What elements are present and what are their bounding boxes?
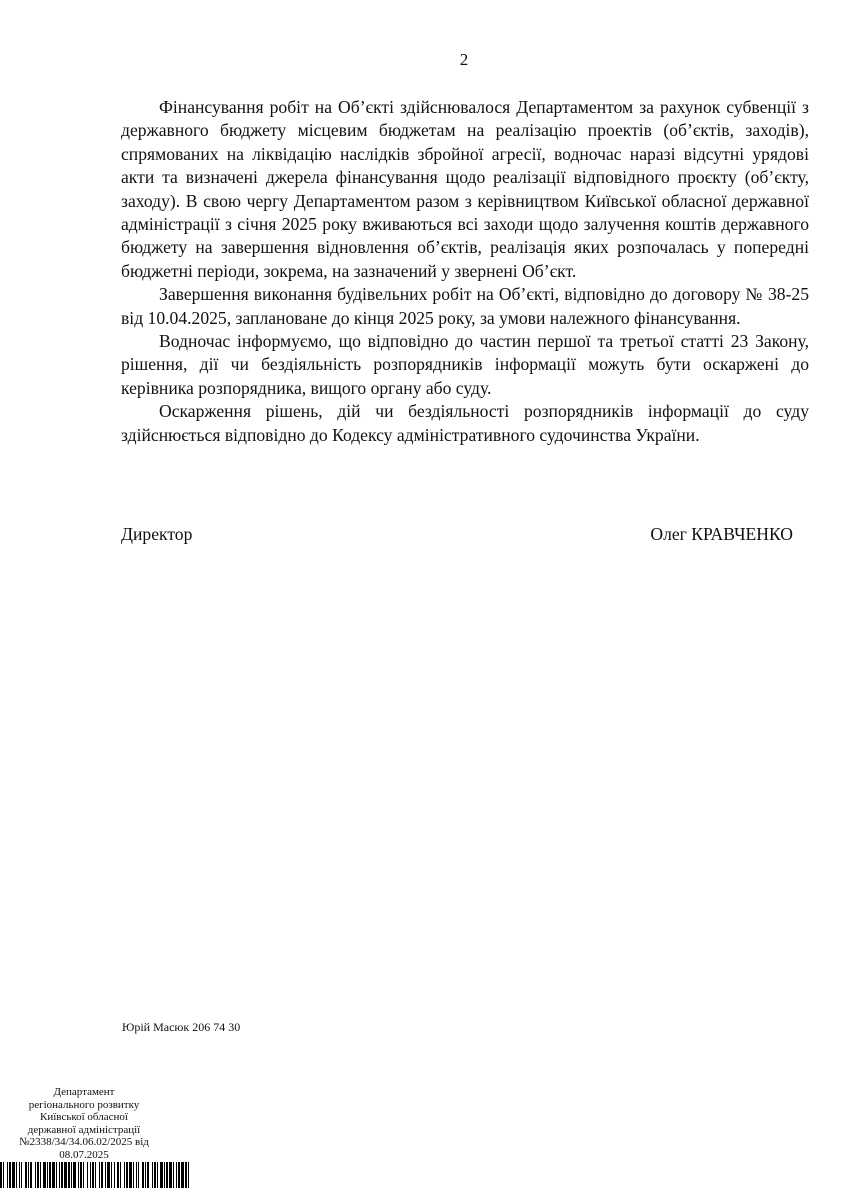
barcode-bar bbox=[160, 1162, 163, 1188]
stamp-line: регіонального розвитку bbox=[28, 1098, 140, 1111]
barcode-bar bbox=[95, 1162, 96, 1188]
barcode-bar bbox=[71, 1162, 72, 1188]
barcode-bar bbox=[101, 1162, 103, 1188]
barcode-bar bbox=[126, 1162, 128, 1188]
barcode-bar bbox=[133, 1162, 134, 1188]
barcode-bar bbox=[152, 1162, 153, 1188]
barcode-bar bbox=[136, 1162, 137, 1188]
barcode bbox=[0, 1162, 190, 1188]
barcode-bar bbox=[0, 1162, 2, 1188]
barcode-bar bbox=[120, 1162, 121, 1188]
barcode-bar bbox=[111, 1162, 112, 1188]
barcode-bar bbox=[157, 1162, 158, 1188]
stamp-line: Департамент bbox=[53, 1086, 115, 1098]
barcode-bar bbox=[52, 1162, 55, 1188]
barcode-bar bbox=[19, 1162, 20, 1188]
barcode-bar bbox=[25, 1162, 27, 1188]
barcode-bar bbox=[9, 1162, 11, 1188]
barcode-bar bbox=[68, 1162, 70, 1188]
barcode-bar bbox=[147, 1162, 149, 1188]
barcode-bar bbox=[49, 1162, 51, 1188]
stamp-line: Київської обласної bbox=[40, 1111, 128, 1123]
barcode-bar bbox=[154, 1162, 156, 1188]
barcode-bar bbox=[80, 1162, 82, 1188]
executor-contact: Юрій Масюк 206 74 30 bbox=[122, 1020, 241, 1034]
barcode-bar bbox=[37, 1162, 39, 1188]
barcode-bar bbox=[164, 1162, 165, 1188]
barcode-bar bbox=[178, 1162, 180, 1188]
paragraph-completion: Завершення виконання будівельних робіт на Об’єкті, відповідно до договору № 38-25 від 10.04.2025, заплановане до кінця 2025 року, за умови належного фінансування. bbox=[121, 284, 809, 328]
stamp-line: №2338/34/34.06.02/2025 від bbox=[19, 1136, 149, 1148]
barcode-bar bbox=[64, 1162, 67, 1188]
barcode-bar bbox=[129, 1162, 132, 1188]
barcode-bar bbox=[138, 1162, 139, 1188]
barcode-bar bbox=[117, 1162, 119, 1188]
barcode-bar bbox=[124, 1162, 125, 1188]
barcode-bar bbox=[145, 1162, 146, 1188]
barcode-bar bbox=[40, 1162, 41, 1188]
barcode-bar bbox=[43, 1162, 46, 1188]
barcode-bar bbox=[61, 1162, 63, 1188]
barcode-bar bbox=[78, 1162, 79, 1188]
registration-stamp bbox=[10, 1086, 158, 1161]
barcode-bar bbox=[185, 1162, 187, 1188]
signature-block bbox=[121, 524, 793, 545]
barcode-bar bbox=[107, 1162, 110, 1188]
barcode-bar bbox=[56, 1162, 57, 1188]
barcode-bar bbox=[99, 1162, 100, 1188]
barcode-bar bbox=[87, 1162, 88, 1188]
barcode-bar bbox=[59, 1162, 60, 1188]
barcode-bar bbox=[7, 1162, 8, 1188]
letter-body bbox=[121, 96, 809, 447]
stamp-line: державної адміністрації bbox=[27, 1123, 141, 1136]
barcode-bar bbox=[12, 1162, 15, 1188]
barcode-bar bbox=[142, 1162, 144, 1188]
signatory-position: Директор bbox=[121, 524, 193, 544]
barcode-bar bbox=[21, 1162, 22, 1188]
page-number: 2 bbox=[459, 50, 469, 69]
barcode-bar bbox=[114, 1162, 115, 1188]
barcode-bar bbox=[173, 1162, 174, 1188]
barcode-bar bbox=[181, 1162, 184, 1188]
barcode-bar bbox=[28, 1162, 29, 1188]
barcode-bar bbox=[3, 1162, 4, 1188]
barcode-bar bbox=[188, 1162, 189, 1188]
barcode-bar bbox=[176, 1162, 177, 1188]
barcode-bar bbox=[73, 1162, 76, 1188]
barcode-bar bbox=[92, 1162, 94, 1188]
paragraph-court-appeal: Оскарження рішень, дій чи бездіяльності розпорядників інформації до суду здійснюється відповідно до Кодексу адміністративного судочинства України. bbox=[121, 401, 809, 445]
stamp-line: 08.07.2025 bbox=[59, 1148, 109, 1161]
barcode-bar bbox=[105, 1162, 106, 1188]
paragraph-financing: Фінансування робіт на Об’єкті здійснювалося Департаментом за рахунок субвенції з державного бюджету місцевим бюджетам на реалізацію проектів (об’єктів, заходів), спрямованих на ліквідацію наслідків збройної агресії, водночас наразі відсутні урядові акти та визначені джерела фінансування щодо реалізації відповідного проєкту (об’єкту, заходу). В свою чергу Департаментом разом з керівництвом Київської обласної державної адміністрації з січня 2025 року вживаються всі заходи щодо залучення коштів державного бюджету на завершення відновлення об’єктів, реалізація яких розпочалась у попередні бюджетні періоди, зокрема, на зазначений у звернені Об’єкт. bbox=[121, 97, 809, 281]
barcode-bar bbox=[166, 1162, 168, 1188]
barcode-bar bbox=[35, 1162, 36, 1188]
barcode-bar bbox=[169, 1162, 172, 1188]
barcode-bar bbox=[16, 1162, 17, 1188]
signatory-name: Олег КРАВЧЕНКО bbox=[650, 524, 793, 544]
barcode-bar bbox=[30, 1162, 32, 1188]
paragraph-appeal-rights: Водночас інформуємо, що відповідно до частин першої та третьої статті 23 Закону, рішення, дії чи бездіяльність розпорядників інформації можуть бути оскаржені до керівника розпорядника, вищого органу або суду. bbox=[121, 331, 809, 398]
barcode-bar bbox=[90, 1162, 91, 1188]
barcode-bar bbox=[47, 1162, 48, 1188]
barcode-bar bbox=[83, 1162, 84, 1188]
